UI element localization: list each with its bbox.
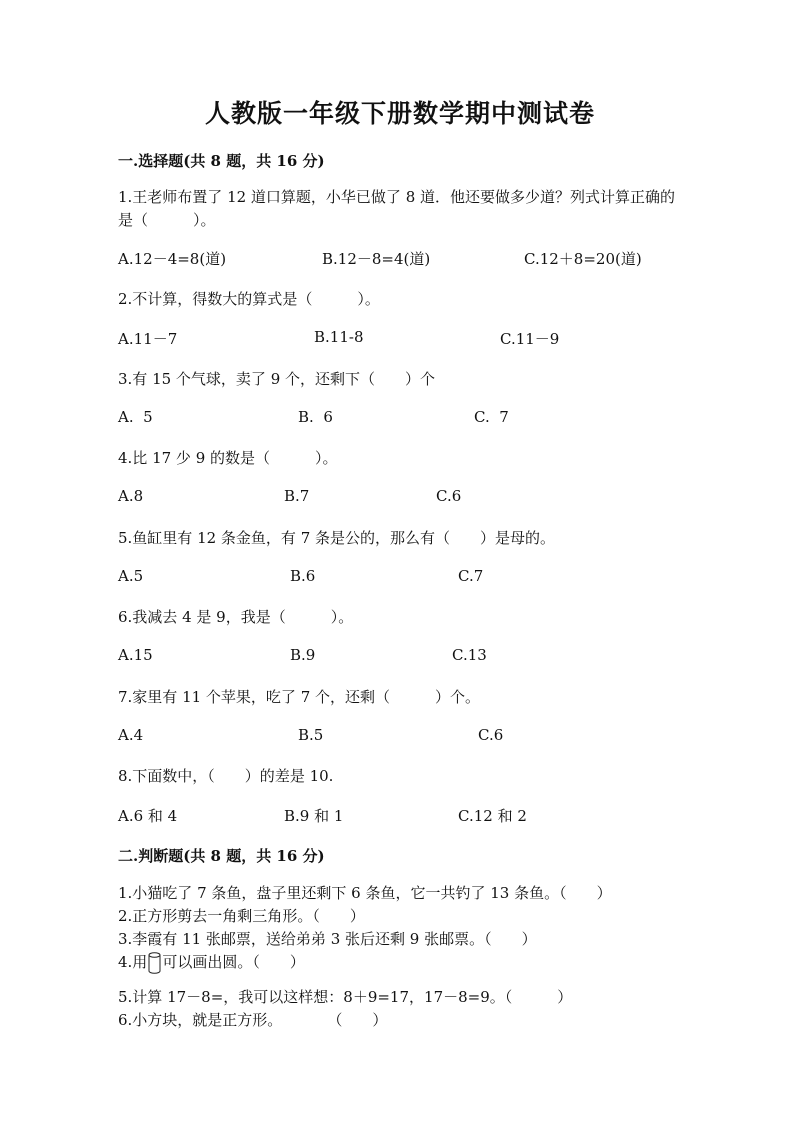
option-c: C.7 (458, 567, 484, 585)
option-b: B.7 (284, 487, 310, 505)
option-c: C.12＋8=20(道) (524, 250, 642, 268)
option-b: B.9 (290, 646, 316, 664)
option-b: B.12－8=4(道) (322, 250, 431, 268)
option-c: C.13 (452, 646, 487, 664)
option-b: B. 6 (298, 408, 333, 426)
option-c: C.6 (478, 726, 504, 744)
page-title: 人教版一年级下册数学期中测试卷 (204, 99, 595, 128)
option-a: A.4 (118, 726, 144, 744)
judgement-item-4-after: 可以画出圆。（ ） (162, 953, 305, 971)
option-a: A.6 和 4 (118, 807, 178, 825)
option-a: A. 5 (118, 408, 153, 426)
options-1 (118, 248, 718, 270)
option-a: A.11－7 (118, 330, 178, 348)
judgement-item-4 (118, 951, 688, 974)
question-5: 5.鱼缸里有 12 条金鱼，有 7 条是公的，那么有（ ）是母的。 (118, 529, 556, 547)
options-5 (118, 567, 718, 589)
judgement-item-6: 6.小方块，就是正方形。 （ ） (118, 1011, 388, 1029)
option-a: A.15 (118, 646, 153, 664)
judgement-item-3: 3.李霞有 11 张邮票，送给弟弟 3 张后还剩 9 张邮票。（ ） (118, 930, 537, 948)
option-a: A.12－4=8(道) (118, 250, 227, 268)
question-6: 6.我减去 4 是 9，我是（ ）。 (118, 608, 354, 626)
option-b: B.11-8 (314, 328, 364, 346)
section-heading-judgement: 二.判断题(共 8 题，共 16 分) (118, 847, 325, 865)
option-b: B.5 (298, 726, 324, 744)
judgement-item-2: 2.正方形剪去一角剩三角形。（ ） (118, 907, 365, 925)
cylinder-icon (148, 952, 161, 974)
option-c: C.11－9 (500, 330, 560, 348)
section-heading-choice: 一.选择题(共 8 题，共 16 分) (118, 152, 325, 170)
question-2: 2.不计算，得数大的算式是（ ）。 (118, 290, 380, 308)
options-3 (118, 408, 718, 430)
options-8 (118, 805, 718, 827)
judgement-item-5: 5.计算 17－8=，我可以这样想：8＋9=17，17－8=9。（ ） (118, 988, 573, 1006)
question-3: 3.有 15 个气球，卖了 9 个，还剩下（ ）个 (118, 370, 436, 388)
option-c: C.6 (436, 487, 462, 505)
option-a: A.5 (118, 567, 144, 585)
option-b: B.9 和 1 (284, 807, 344, 825)
options-4 (118, 487, 718, 509)
question-4: 4.比 17 少 9 的数是（ ）。 (118, 449, 338, 467)
option-b: B.6 (290, 567, 316, 585)
option-a: A.8 (118, 487, 144, 505)
judgement-item-1: 1.小猫吃了 7 条鱼，盘子里还剩下 6 条鱼，它一共钓了 13 条鱼。（ ） (118, 884, 612, 902)
option-c: C.12 和 2 (458, 807, 527, 825)
options-6 (118, 646, 718, 668)
question-1: 1.王老师布置了 12 道口算题，小华已做了 8 道．他还要做多少道？列式计算正确的是（ ）。 (118, 188, 676, 229)
options-7 (118, 726, 718, 748)
options-2 (118, 328, 718, 350)
judgement-item-4-before: 4.用 (118, 953, 148, 971)
question-8: 8.下面数中，（ ）的差是 10. (118, 767, 334, 785)
option-c: C. 7 (474, 408, 509, 426)
question-7: 7.家里有 11 个苹果，吃了 7 个，还剩（ ）个。 (118, 688, 481, 706)
